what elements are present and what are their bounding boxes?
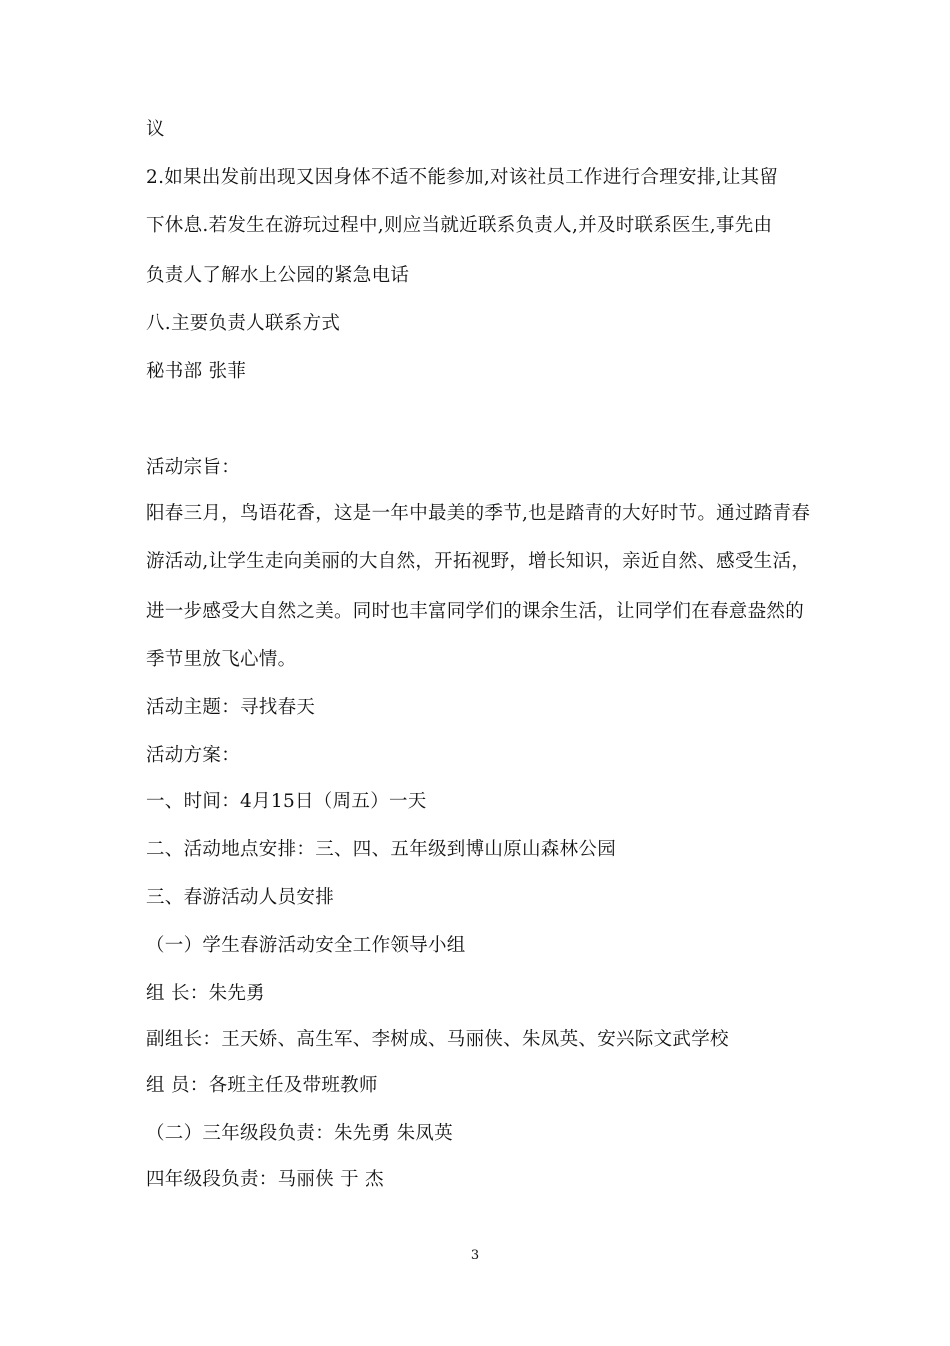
section-heading: 活动方案： (146, 745, 241, 766)
section-heading: 八.主要负责人联系方式 (146, 313, 341, 334)
text-line: 组 员：各班主任及带班教师 (146, 1075, 378, 1096)
text-line: 二、活动地点安排：三、四、五年级到博山原山森林公园 (146, 839, 617, 860)
text-line: 三、春游活动人员安排 (146, 887, 335, 908)
text-line: （二）三年级段负责：朱先勇 朱凤英 (146, 1123, 453, 1144)
text-line: 秘书部 张菲 (146, 361, 247, 382)
text-line: 副组长：王天娇、高生军、李树成、马丽侠、朱凤英、安兴际文武学校 (146, 1029, 729, 1050)
text-line: 游活动,让学生走向美丽的大自然，开拓视野，增长知识，亲近自然、感受生活， (146, 551, 811, 572)
text-line: 议 (146, 119, 165, 140)
text-line: 四年级段负责：马丽侠 于 杰 (146, 1169, 384, 1190)
page-number: 3 (470, 1248, 480, 1263)
text-line: 活动主题：寻找春天 (146, 697, 316, 718)
section-heading: 活动宗旨： (146, 457, 241, 478)
text-line: 进一步感受大自然之美。同时也丰富同学们的课余生活，让同学们在春意盎然的 (146, 601, 805, 622)
text-line: 阳春三月，鸟语花香，这是一年中最美的季节,也是踏青的大好时节。通过踏青春 (146, 503, 811, 524)
text-line: 下休息.若发生在游玩过程中,则应当就近联系负责人,并及时联系医生,事先由 (146, 215, 773, 236)
text-line: 2.如果出发前出现又因身体不适不能参加,对该社员工作进行合理安排,让其留 (146, 167, 779, 188)
text-line: （一）学生春游活动安全工作领导小组 (146, 935, 466, 956)
text-line: 一、时间：4月15日（周五）一天 (146, 791, 427, 812)
text-line: 季节里放飞心情。 (146, 649, 297, 670)
text-line: 组 长：朱先勇 (146, 983, 265, 1004)
text-line: 负责人了解水上公园的紧急电话 (146, 265, 410, 286)
